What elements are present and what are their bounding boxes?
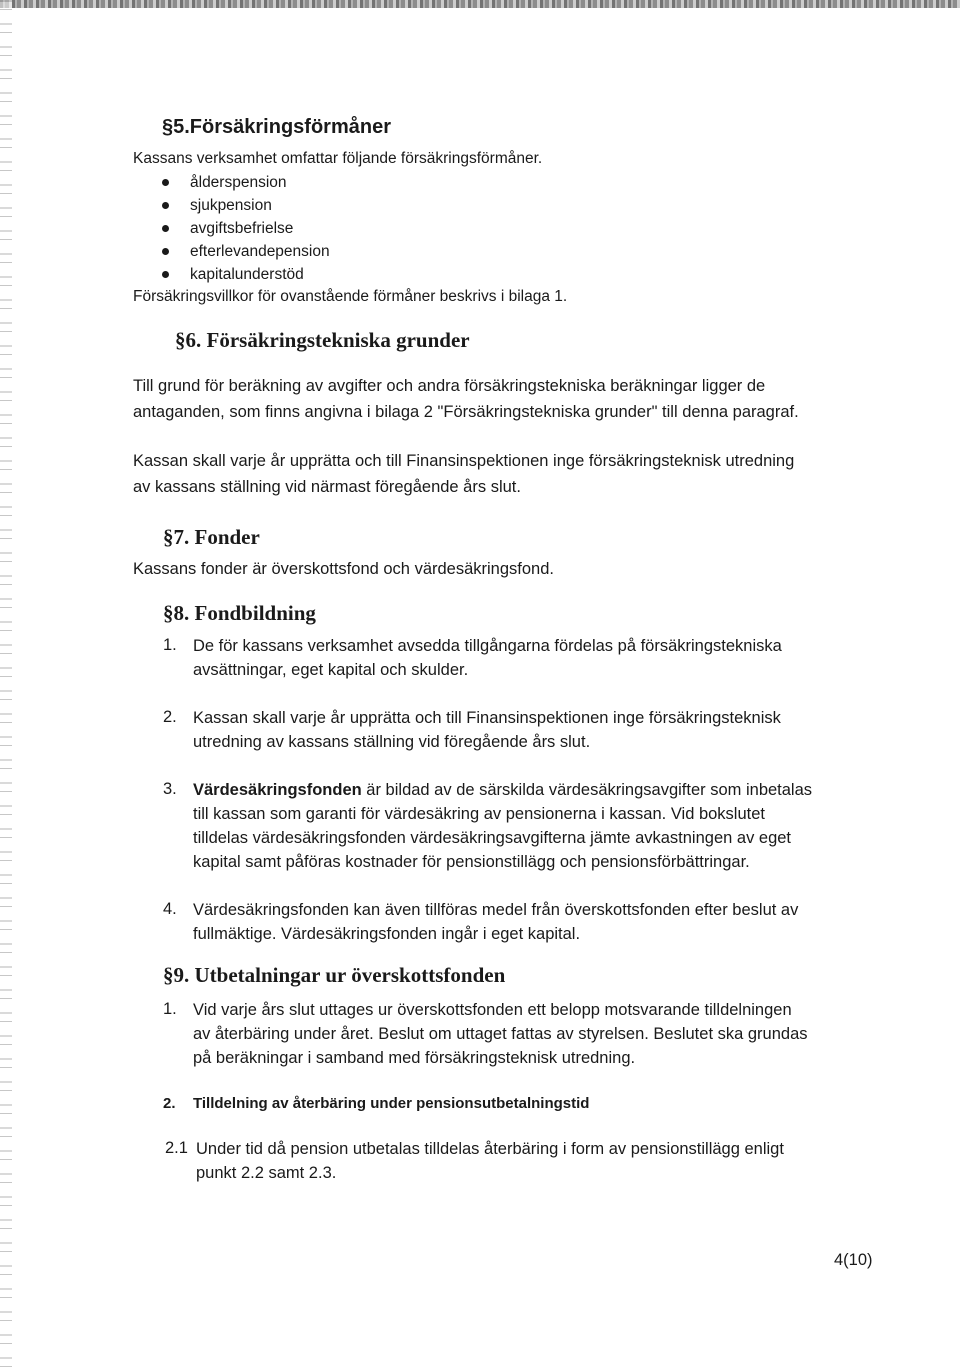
item-number: 2.1 xyxy=(165,1139,188,1157)
item-line: utredning av kassans ställning vid föregående års slut. xyxy=(193,733,591,751)
scan-edge-top xyxy=(0,0,960,8)
section-6-paragraph-1-line: Till grund för beräkning av avgifter och andra försäkringstekniska beräkningar ligger de xyxy=(133,377,766,395)
section-5-intro: Kassans verksamhet omfattar följande försäkringsförmåner. xyxy=(133,150,543,167)
section-5-heading: §5.Försäkringsförmåner xyxy=(162,116,391,138)
item-line: av återbäring under året. Beslut om uttaget fattas av styrelsen. Beslutet ska grundas xyxy=(193,1025,808,1043)
bold-term: Värdesäkringsfonden xyxy=(193,781,362,799)
item-line: kapital samt påföras kostnader för pensionstillägg och pensionsförbättringar. xyxy=(193,853,750,871)
section-7-text: Kassans fonder är överskottsfond och värdesäkringsfond. xyxy=(133,560,554,578)
section-8-item-1 xyxy=(193,634,782,682)
section-9-item-2-1 xyxy=(196,1137,784,1185)
benefit-item: avgiftsbefrielse xyxy=(162,217,330,240)
item-line: Kassan skall varje år upprätta och till Finansinspektionen inge försäkringsteknisk xyxy=(193,709,781,727)
item-number: 2. xyxy=(163,1095,176,1112)
benefit-list xyxy=(162,171,330,286)
item-line: tilldelas värdesäkringsfonden värdesäkringsavgifterna jämte avkastningen av eget xyxy=(193,829,792,847)
item-number: 1. xyxy=(163,636,177,654)
item-number: 3. xyxy=(163,780,177,798)
item-line: avsättningar, eget kapital och skulder. xyxy=(193,661,469,679)
section-6-paragraph-2-line: Kassan skall varje år upprätta och till Finansinspektionen inge försäkringsteknisk utredning xyxy=(133,452,795,470)
item-line-rest: är bildad av de särskilda värdesäkringsavgifter som inbetalas xyxy=(361,781,813,799)
section-8-item-2 xyxy=(193,706,781,754)
section-9-item-2-subheading: Tilldelning av återbäring under pensionsutbetalningstid xyxy=(193,1095,590,1112)
item-line: fullmäktige. Värdesäkringsfonden ingår i eget kapital. xyxy=(193,925,581,943)
item-line xyxy=(193,778,812,802)
item-line: Under tid då pension utbetalas tilldelas återbäring i form av pensionstillägg enligt xyxy=(196,1140,784,1158)
section-8-item-4 xyxy=(193,898,798,946)
section-7-heading: §7. Fonder xyxy=(163,525,260,549)
section-9-heading: §9. Utbetalningar ur överskottsfonden xyxy=(163,963,506,987)
scan-edge-left xyxy=(0,0,12,1368)
benefit-item: kapitalunderstöd xyxy=(162,263,330,286)
section-6-paragraph-2-line: av kassans ställning vid närmast föregående års slut. xyxy=(133,478,521,496)
item-number: 2. xyxy=(163,708,177,726)
item-number: 4. xyxy=(163,900,177,918)
benefit-item: efterlevandepension xyxy=(162,240,330,263)
section-9-item-1 xyxy=(193,998,808,1070)
benefit-item: sjukpension xyxy=(162,194,330,217)
section-6-paragraph-1-line: antaganden, som finns angivna i bilaga 2 "Försäkringstekniska grunder" till denna paragraf. xyxy=(133,403,799,421)
item-line: punkt 2.2 samt 2.3. xyxy=(196,1164,337,1182)
item-line: på beräkningar i samband med försäkringsteknisk utredning. xyxy=(193,1049,636,1067)
item-line: Värdesäkringsfonden kan även tillföras medel från överskottsfonden efter beslut av xyxy=(193,901,799,919)
item-line: Vid varje års slut uttages ur överskottsfonden ett belopp motsvarande tilldelningen xyxy=(193,1001,792,1019)
section-8-heading: §8. Fondbildning xyxy=(163,601,316,625)
item-line: till kassan som garanti för värdesäkring av pensionerna i kassan. Vid bokslutet xyxy=(193,805,765,823)
section-5-outro: Försäkringsvillkor för ovanstående förmåner beskrivs i bilaga 1. xyxy=(133,288,568,305)
page-number: 4(10) xyxy=(834,1251,873,1269)
section-6-heading: §6. Försäkringstekniska grunder xyxy=(175,328,470,352)
item-line: De för kassans verksamhet avsedda tillgångarna fördelas på försäkringstekniska xyxy=(193,637,782,655)
benefit-item: ålderspension xyxy=(162,171,330,194)
section-8-item-3 xyxy=(193,778,812,874)
item-number: 1. xyxy=(163,1000,177,1018)
